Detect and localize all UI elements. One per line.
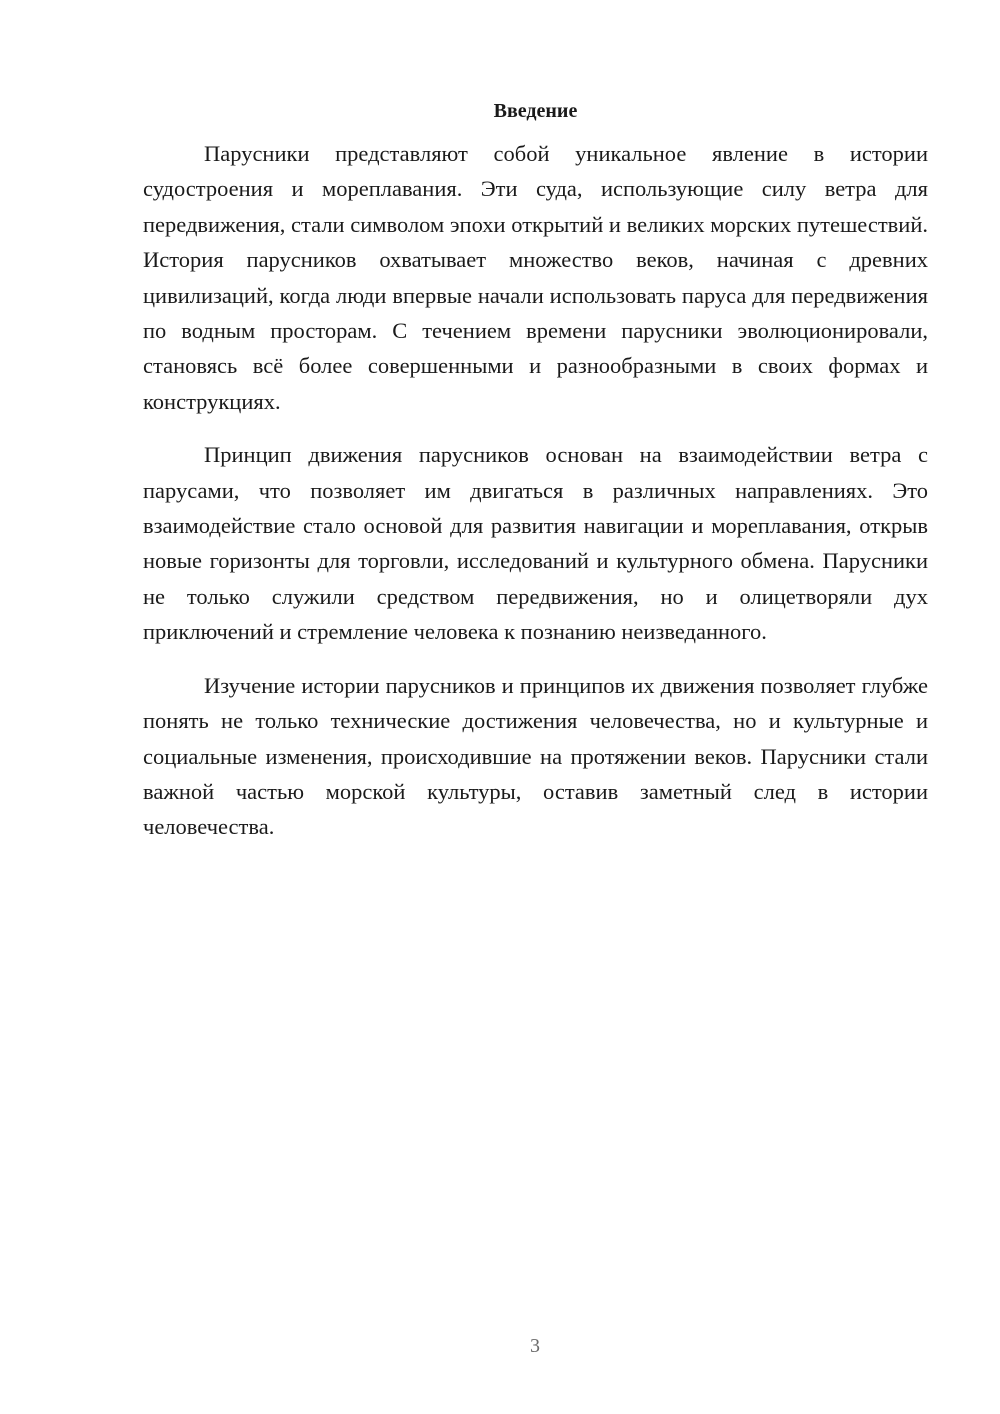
paragraph-3: Изучение истории парусников и принципов их движения позволяет глубже понять не только технические достижения человечества, но и культурные и социальные изменения, происходившие на протяжении веков. Парусники стали важной частью морской культуры, оставив заметный след в истории человечества. [143, 672, 928, 840]
page-number: 3 [530, 1335, 540, 1357]
section-title: Введение [493, 100, 578, 122]
page-content [143, 94, 928, 863]
paragraph-2: Принцип движения парусников основан на взаимодействии ветра с парусами, что позволяет им двигаться в различных направлениях. Это взаимодействие стало основой для развития навигации и мореплавания, открыв новые горизонты для торговли, исследований и культурного обмена. Парусники не только служили средством передвижения, но и олицетворяли дух приключений и стремление человека к познанию неизведанного. [143, 442, 928, 645]
paragraph-1: Парусники представляют собой уникальное явление в истории судостроения и мореплавания. Эти суда, использующие силу ветра для передвижения, стали символом эпохи открытий и великих морских путешествий. История парусников охватывает множество веков, начиная с древних цивилизаций, когда люди впервые начали использовать паруса для передвижения по водным просторам. С течением времени парусники эволюционировали, становясь всё более совершенными и разнообразными в своих формах и конструкциях. [143, 141, 928, 414]
